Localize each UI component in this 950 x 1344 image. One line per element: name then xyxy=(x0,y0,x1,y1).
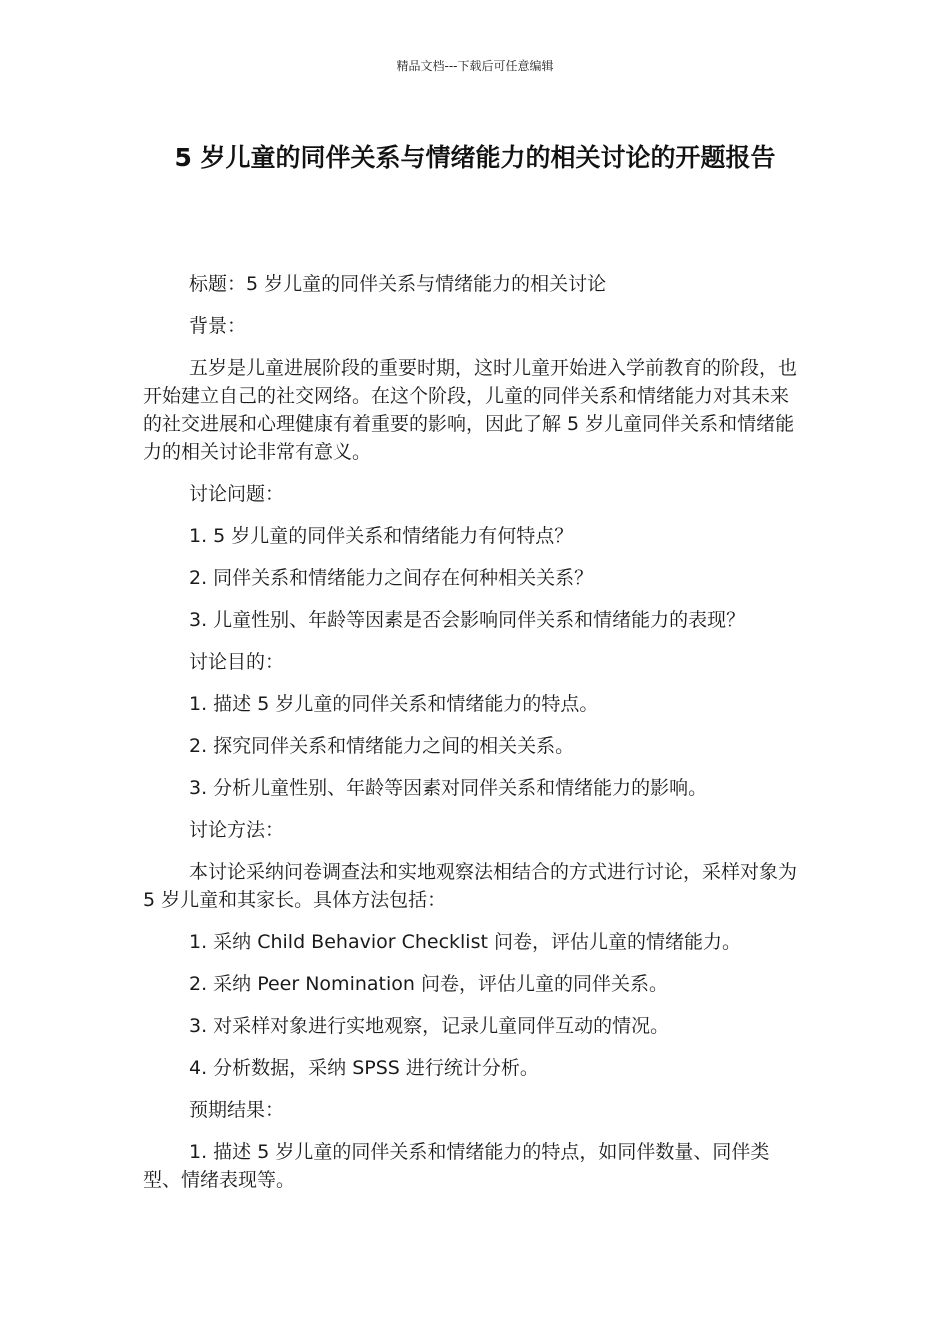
document-title: 5 岁儿童的同伴关系与情绪能力的相关讨论的开题报告 xyxy=(174,143,776,172)
label-title: 标题：5 岁儿童的同伴关系与情绪能力的相关讨论 xyxy=(189,273,607,295)
method-item: 1. 采纳 Child Behavior Checklist 问卷，评估儿童的情绪能力。 xyxy=(189,931,741,953)
background-paragraph: 五岁是儿童进展阶段的重要时期，这时儿童开始进入学前教育的阶段，也开始建立自己的社交网络。在这个阶段，儿童的同伴关系和情绪能力对其未来的社交进展和心理健康有着重要的影响，因此了解 5 岁儿童同伴关系和情绪能力的相关讨论非常有意义。 xyxy=(143,357,798,463)
label-questions: 讨论问题： xyxy=(189,483,285,505)
label-background: 背景： xyxy=(189,315,247,337)
question-item: 2. 同伴关系和情绪能力之间存在何种相关关系？ xyxy=(189,567,594,589)
methods-paragraph: 本讨论采纳问卷调查法和实地观察法相结合的方式进行讨论，采样对象为 5 岁儿童和其家长。具体方法包括： xyxy=(143,861,798,911)
objective-item: 2. 探究同伴关系和情绪能力之间的相关关系。 xyxy=(189,735,575,757)
method-item: 3. 对采样对象进行实地观察，记录儿童同伴互动的情况。 xyxy=(189,1015,670,1037)
page-header: 精品文档---下载后可任意编辑 xyxy=(396,59,554,73)
objective-item: 1. 描述 5 岁儿童的同伴关系和情绪能力的特点。 xyxy=(189,693,599,715)
method-item: 2. 采纳 Peer Nomination 问卷，评估儿童的同伴关系。 xyxy=(189,973,668,995)
label-methods: 讨论方法： xyxy=(189,819,285,841)
method-item: 4. 分析数据，采纳 SPSS 进行统计分析。 xyxy=(189,1057,539,1079)
question-item: 3. 儿童性别、年龄等因素是否会影响同伴关系和情绪能力的表现？ xyxy=(189,609,746,631)
result-item: 1. 描述 5 岁儿童的同伴关系和情绪能力的特点，如同伴数量、同伴类型、情绪表现等。 xyxy=(143,1141,770,1191)
label-expected-results: 预期结果： xyxy=(189,1099,285,1121)
question-item: 1. 5 岁儿童的同伴关系和情绪能力有何特点？ xyxy=(189,525,574,547)
document-body xyxy=(143,270,803,1208)
objective-item: 3. 分析儿童性别、年龄等因素对同伴关系和情绪能力的影响。 xyxy=(189,777,708,799)
label-objectives: 讨论目的： xyxy=(189,651,285,673)
